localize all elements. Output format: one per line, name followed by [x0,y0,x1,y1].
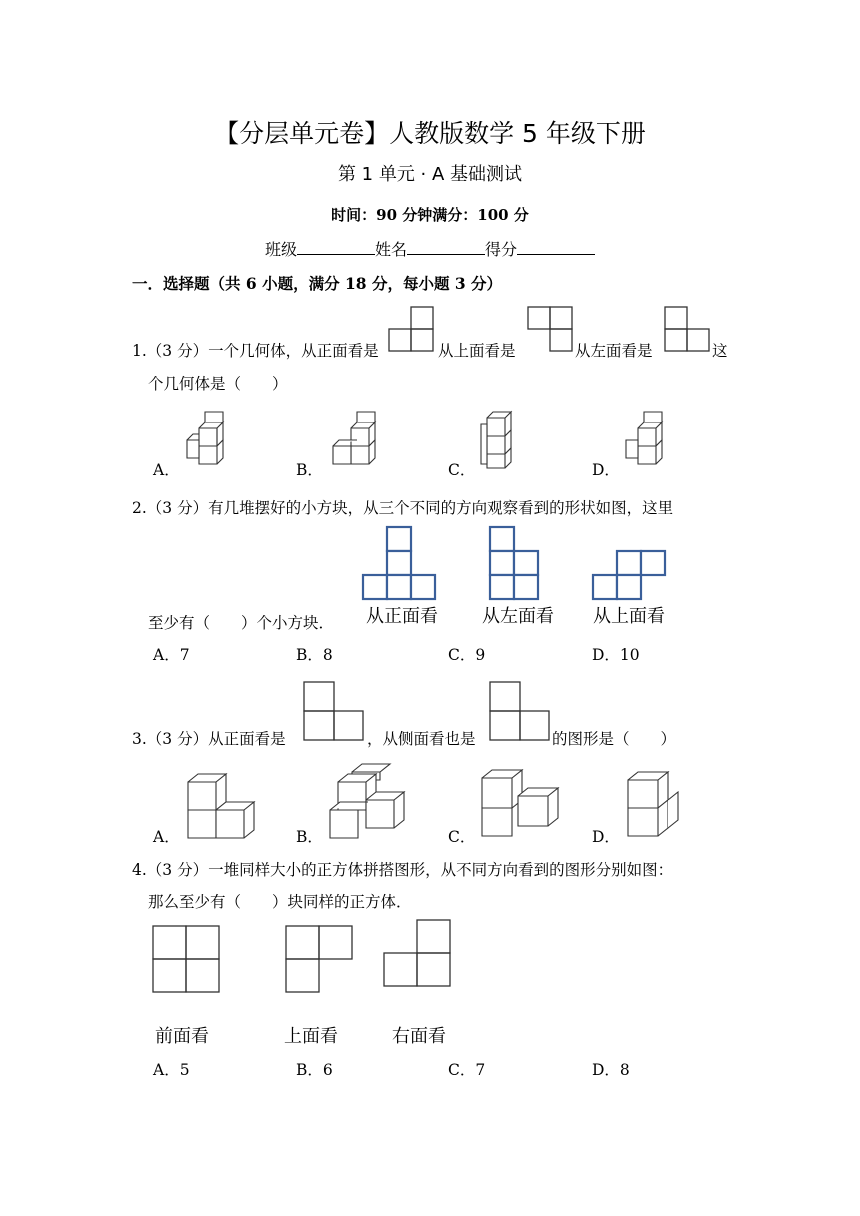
class-blank[interactable] [297,240,375,255]
q1-part3: 从左面看是 [575,342,653,360]
name-blank[interactable] [407,240,485,255]
q2-top-view-figure [592,550,672,600]
time-info: 时间：90 分钟满分：100 分 [331,206,529,224]
q3-part2: ，从侧面看也是 [367,730,476,748]
q1-option-c-figure [477,408,527,470]
name-label: 姓名 [374,240,407,259]
q1-option-c[interactable]: C． [448,461,476,479]
q2-front-view-figure [362,526,442,600]
q2-option-d[interactable]: D．10 [592,646,640,664]
q4-top-view-figure [284,924,356,996]
q1-line2: 个几何体是（ ） [148,375,288,393]
q3-option-d-figure [624,766,684,840]
q3-option-b-figure [326,760,408,840]
q2-caption-front: 从正面看 [366,606,438,627]
q4-line1: 4.（3 分）一堆同样大小的正方体拼搭图形，从不同方向看到的图形分别如图： [132,861,674,879]
q4-option-a[interactable]: A．5 [153,1061,190,1079]
q2-option-a[interactable]: A．7 [153,646,190,664]
q4-caption-top: 上面看 [284,1026,338,1047]
section-heading: 一．选择题（共 6 小题，满分 18 分，每小题 3 分） [132,274,503,293]
class-label: 班级 [264,240,297,259]
q3-option-a[interactable]: A． [153,828,180,846]
q1-prefix: 1.（3 分）一个几何体，从正面看是 [132,342,379,360]
q3-option-d[interactable]: D． [592,828,620,846]
q3-front-view-figure [301,679,367,743]
q2-option-c[interactable]: C．9 [448,646,486,664]
q1-option-d-figure [622,410,677,470]
q3-option-a-figure [180,768,260,840]
q4-right-view-figure [382,918,454,990]
q4-option-b[interactable]: B．6 [296,1061,333,1079]
q3-option-c-figure [478,764,560,840]
q4-option-d[interactable]: D．8 [592,1061,630,1079]
q2-left-view-figure [489,526,549,600]
q3-part3: 的图形是（ ） [552,730,677,748]
q1-option-a[interactable]: A． [153,461,180,479]
q3-side-view-figure [487,679,553,743]
page-title: 【分层单元卷】人教版数学 5 年级下册 [214,119,646,148]
q4-line2: 那么至少有（ ）块同样的正方体． [148,893,412,911]
q2-line2: 至少有（ ）个小方块． [148,614,335,632]
q2-caption-top: 从上面看 [593,606,665,627]
q1-option-d[interactable]: D． [592,461,620,479]
score-blank[interactable] [517,240,595,255]
q1-option-a-figure [185,410,240,470]
q4-caption-right: 右面看 [392,1026,446,1047]
q1-left-view-figure [664,305,714,355]
q4-option-c[interactable]: C．7 [448,1061,486,1079]
q2-option-b[interactable]: B．8 [296,646,333,664]
student-info-line [0,237,860,260]
q2-caption-left: 从左面看 [482,606,554,627]
q3-option-b[interactable]: B． [296,828,323,846]
q1-top-view-figure [527,305,577,355]
q3-option-c[interactable]: C． [448,828,476,846]
q4-caption-front: 前面看 [155,1026,209,1047]
q2-line1: 2.（3 分）有几堆摆好的小方块，从三个不同的方向观察看到的形状如图，这里 [132,499,674,517]
q1-option-b[interactable]: B． [296,461,323,479]
q4-front-view-figure [151,924,223,996]
q1-part4: 这 [712,342,728,360]
page-subtitle: 第 1 单元 · A 基础测试 [337,164,523,185]
score-label: 得分 [485,240,518,259]
q1-front-view-figure [388,305,438,355]
q1-part2: 从上面看是 [438,342,516,360]
q1-option-b-figure [327,410,387,470]
q3-prefix: 3.（3 分）从正面看是 [132,730,286,748]
